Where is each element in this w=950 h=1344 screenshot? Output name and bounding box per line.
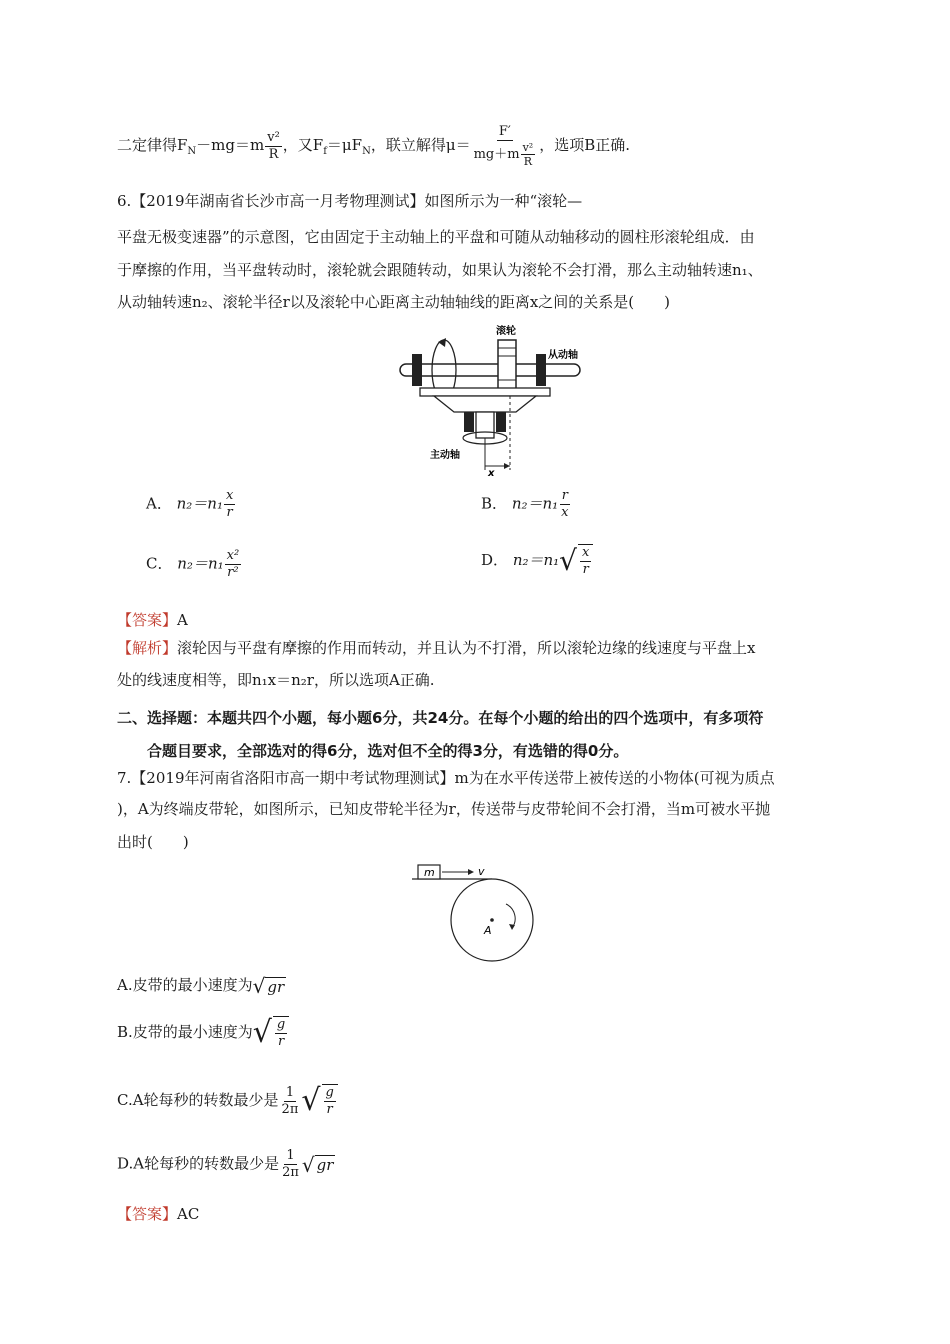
q6-answer [117,609,188,630]
text: ＝μF [326,136,363,154]
den: x [561,505,569,520]
pulley-center [490,918,494,922]
label-roller: 滚轮 [496,326,516,337]
sqrt [301,1084,338,1118]
option-label: A． [146,494,172,513]
radical-sign: √ [301,1083,321,1118]
label-v: v [478,865,485,878]
sqrt [559,544,594,578]
text: 二定律得F [117,136,188,154]
drive-shaft [476,412,494,438]
num: F′ [498,124,511,139]
answer-value: AC [177,1205,200,1223]
num: r [561,488,568,503]
num: x [225,488,234,503]
fraction [224,488,235,521]
sqrt [253,974,287,998]
q6-option-c[interactable] [146,548,242,581]
answer-tag: 【答案】 [117,1205,178,1223]
option-text: C.A轮每秒的转数最少是 [117,1091,279,1109]
num: 1 [286,1148,295,1163]
option-label: B． [481,494,508,513]
label-driven-shaft: 从动轴 [548,350,578,361]
radical-sign: √ [559,544,578,577]
fraction [225,548,242,581]
q7-option-a[interactable] [117,974,286,998]
option-lhs: n₂＝n₁ [512,551,560,569]
den: R [268,146,279,162]
num: v² [522,141,534,154]
sqrt [302,1153,336,1177]
analysis-text: 滚轮因与平盘有摩擦的作用而转动，并且认为不打滑，所以滚轮边缘的线速度与平盘上x [177,639,756,657]
option-label: C． [146,554,173,573]
fraction [273,1016,289,1050]
fraction [280,1148,301,1181]
q7-line2: )，A为终端皮带轮，如图所示，已知皮带轮半径为r，传送带与皮带轮间不会打滑，当m可被水平抛 [117,800,771,818]
label-x: x [488,468,495,478]
section2-line1: 二、选择题：本题共四个小题，每小题6分，共24分。在每个小题的给出的四个选项中，有多项符 [117,709,764,727]
fraction [521,141,536,168]
bearing-left [412,354,422,386]
text: ，又F [282,136,324,154]
q6-analysis-line2: 处的线速度相等，即n₁x＝n₂r，所以选项A正确. [117,671,435,689]
radical-sign: √ [252,974,266,998]
num: x [582,545,590,560]
q6-line4: 从动轴转速n₂、滚轮半径r以及滚轮中心距离主动轴轴线的距离x之间的关系是( ) [117,293,671,311]
option-text: A.皮带的最小速度为 [117,976,253,994]
bearing-right [536,354,546,386]
den: 2π [282,1165,299,1180]
num: 1 [285,1084,295,1100]
text: mg＋m [473,147,520,162]
num: v² [267,129,280,145]
label-m: m [424,866,435,879]
radicand: gr [316,1156,334,1174]
num: g [276,1017,286,1032]
sub: N [187,146,197,157]
option-text: B.皮带的最小速度为 [117,1023,253,1041]
sqrt [253,1016,290,1050]
q7-option-b[interactable] [117,1016,290,1050]
section2-line2: 合题目要求，全部选对的得6分，选对但不全的得3分，有选错的得0分。 [147,742,629,760]
q7-option-c[interactable] [117,1084,339,1118]
den: r² [227,565,239,580]
label-a: A [484,924,492,937]
q7-line3: 出时( ) [117,833,189,851]
den [472,141,539,168]
belt-pulley-figure [408,860,558,964]
q6-option-b[interactable] [481,488,572,521]
option-lhs: n₂＝n₁ [177,554,224,573]
q7-option-d[interactable] [117,1148,335,1181]
roller-transmission-figure [390,318,600,478]
den: r [326,1102,333,1117]
q6-line3: 于摩擦的作用，当平盘转动时，滚轮就会跟随转动，如果认为滚轮不会打滑，那么主动轴转速n₁、 [117,261,763,279]
fraction [578,544,593,578]
num: g [325,1085,334,1100]
den: r [277,1034,285,1049]
num: x² [226,548,240,563]
sub: f [323,146,327,157]
option-lhs: n₂＝n₁ [176,494,223,513]
fraction [280,1085,301,1118]
option-lhs: n₂＝n₁ [511,494,559,513]
answer-value: A [177,611,188,629]
text: ，选项B正确. [539,136,630,154]
top-formula-line [117,124,630,168]
den: r [226,505,233,520]
den: r [582,562,589,577]
sub: N [362,146,371,157]
q6-analysis-line1 [117,637,755,658]
fraction [472,124,539,168]
analysis-tag: 【解析】 [117,639,178,657]
q7-line1: 7.【2019年河南省洛阳市高一期中考试物理测试】m为在水平传送带上被传送的小物体(可视为质点 [117,769,775,787]
fraction [265,130,282,163]
radical-sign: √ [301,1152,315,1177]
option-label: D． [481,551,509,569]
q6-option-d[interactable] [481,544,594,578]
den: 2π [281,1101,299,1117]
text: －mg＝m [196,136,265,154]
answer-tag: 【答案】 [117,611,178,629]
q6-option-a[interactable] [146,488,236,521]
driven-shaft [400,364,580,376]
q6-line2: 平盘无极变速器”的示意图，它由固定于主动轴上的平盘和可随从动轴移动的圆柱形滚轮组成．由 [117,228,755,246]
plate [420,388,550,396]
fraction [559,488,570,521]
fraction [322,1084,338,1118]
text: ，联立解得μ＝ [370,136,471,154]
radical-sign: √ [252,1015,272,1050]
radicand: gr [267,977,285,996]
label-drive-shaft: 主动轴 [430,450,460,461]
q6-line1: 6.【2019年湖南省长沙市高一月考物理测试】如图所示为一种“滚轮— [117,192,583,210]
option-text: D.A轮每秒的转数最少是 [117,1154,280,1173]
den: R [523,155,533,168]
q7-answer [117,1203,199,1224]
